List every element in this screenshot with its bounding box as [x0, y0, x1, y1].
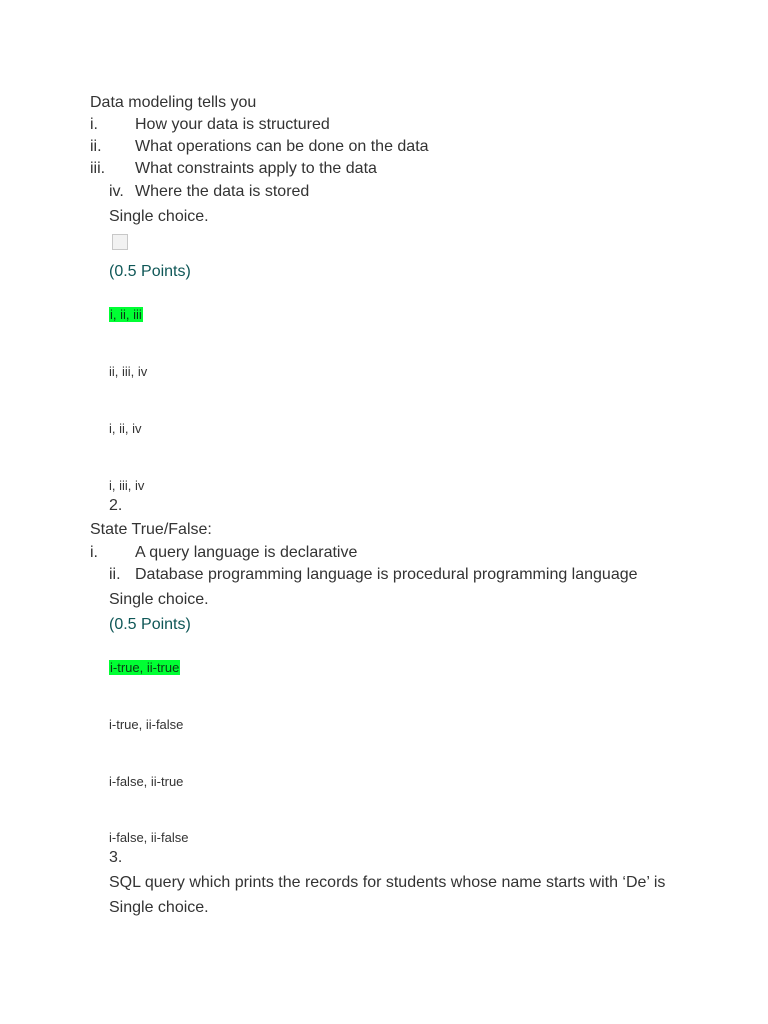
q2-item-num: i.	[90, 544, 98, 561]
q1-item-text: How your data is structured	[135, 116, 330, 133]
q2-option[interactable]: i-false, ii-false	[109, 830, 189, 845]
q2-option[interactable]: i-true, ii-false	[109, 717, 184, 732]
q1-item-text: What operations can be done on the data	[135, 138, 429, 155]
q1-item-num: ii.	[90, 138, 102, 155]
q2-item-text: Database programming language is procedural programming language	[135, 566, 638, 583]
q2-points: (0.5 Points)	[109, 616, 191, 633]
q1-option[interactable]: ii, iii, iv	[109, 364, 148, 379]
q1-item-text: What constraints apply to the data	[135, 160, 377, 177]
q2-option[interactable]: i-false, ii-true	[109, 774, 184, 789]
q1-option[interactable]: i, iii, iv	[109, 478, 145, 493]
q1-option[interactable]	[109, 307, 143, 322]
q1-points: (0.5 Points)	[109, 263, 191, 280]
q2-option-label: i-true, ii-true	[110, 660, 180, 675]
q2-stem: State True/False:	[90, 521, 212, 538]
q2-item-num: ii.	[109, 566, 121, 583]
q1-item-num: iii.	[90, 160, 106, 177]
q1-stem: Data modeling tells you	[90, 94, 257, 111]
q2-number: 2.	[109, 497, 123, 514]
q1-type: Single choice.	[109, 208, 209, 225]
q2-item-text: A query language is declarative	[135, 544, 358, 561]
q1-item-num: i.	[90, 116, 98, 133]
q3-number: 3.	[109, 849, 123, 866]
q2-type: Single choice.	[109, 591, 209, 608]
q3-stem: SQL query which prints the records for students whose name starts with ‘De’ is	[109, 874, 666, 891]
q1-option-label: i, ii, iii	[110, 307, 142, 322]
q3-type: Single choice.	[109, 899, 209, 916]
q1-item-num: iv.	[109, 183, 124, 200]
q2-option[interactable]	[109, 660, 180, 675]
image-placeholder-icon	[112, 234, 128, 250]
q1-item-text: Where the data is stored	[135, 183, 310, 200]
q1-option[interactable]: i, ii, iv	[109, 421, 142, 436]
